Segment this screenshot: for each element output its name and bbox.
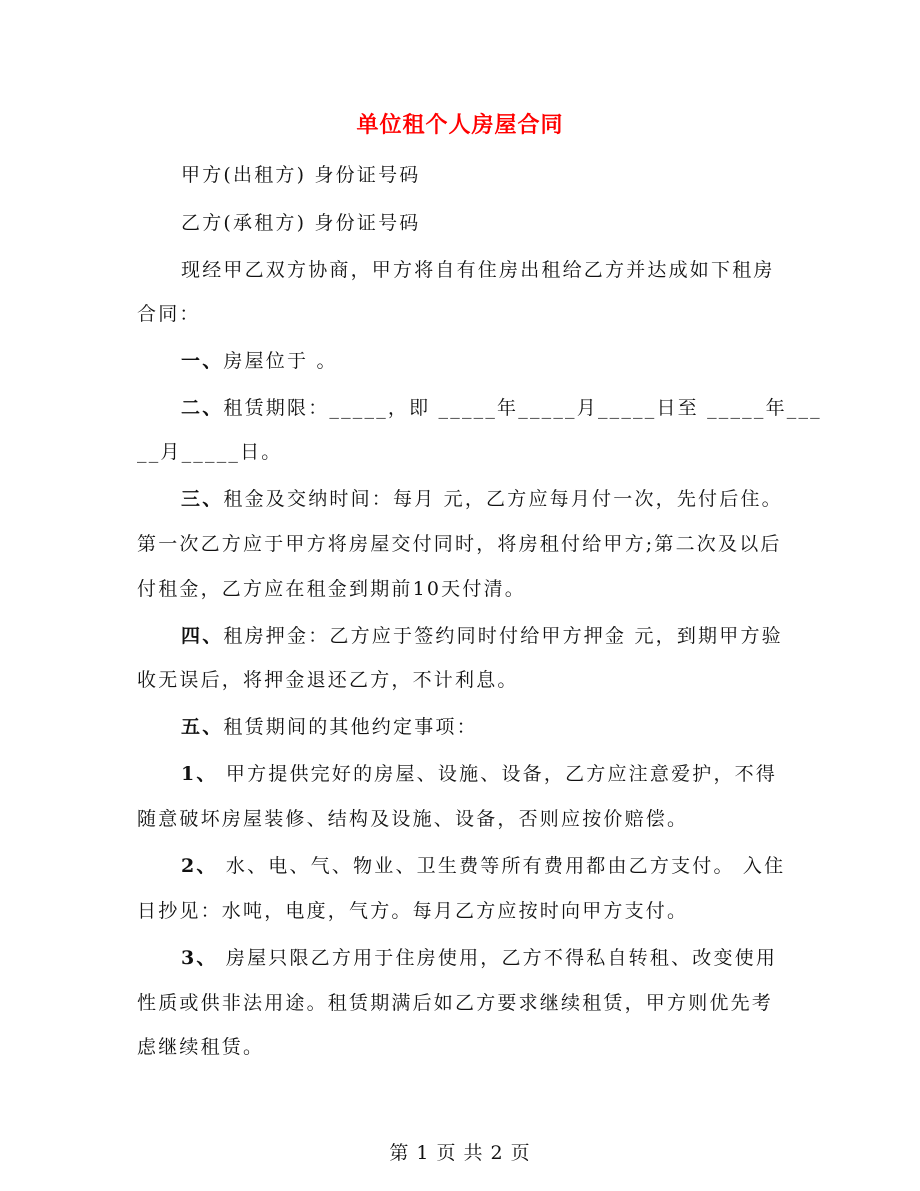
- item-3-line-2: 性质或供非法用途。租赁期满后如乙方要求继续租赁，甲方则优先考: [137, 992, 774, 1014]
- item-1-line-2: 随意破坏房屋装修、结构及设施、设备，否则应按价赔偿。: [137, 808, 689, 830]
- section-5: [181, 712, 841, 739]
- item-1-text: 甲方提供完好的房屋、设施、设备，乙方应注意爱护，不得: [217, 763, 778, 785]
- item-2-text: 水、电、气、物业、卫生费等所有费用都由乙方支付。 入住: [217, 855, 786, 877]
- section-2-line-1: [181, 393, 841, 420]
- document-title: 单位租个人房屋合同: [356, 112, 564, 138]
- section-2-text: 租赁期限：_____，即 _____年_____月_____日至 _____年___: [223, 397, 822, 419]
- item-1-number: 1、: [181, 763, 218, 785]
- section-1-text: 房屋位于 。: [223, 350, 338, 372]
- section-2-number: 二、: [181, 397, 224, 419]
- section-4-number: 四、: [181, 625, 224, 647]
- intro-line-1: 现经甲乙双方协商，甲方将自有住房出租给乙方并达成如下租房: [181, 259, 775, 281]
- item-2-line-1: [181, 851, 841, 878]
- item-1-line-1: [181, 759, 841, 786]
- intro-line-2: 合同：: [137, 303, 201, 325]
- section-3-line-2: 第一次乙方应于甲方将房屋交付同时，将房租付给甲方;第二次及以后: [137, 533, 782, 555]
- section-5-number: 五、: [181, 716, 224, 738]
- section-3-text: 租金及交纳时间：每月 元，乙方应每月付一次，先付后住。: [223, 488, 783, 510]
- section-4-line-1: [181, 621, 841, 648]
- section-1-number: 一、: [181, 350, 224, 372]
- section-3-number: 三、: [181, 488, 224, 510]
- party-a-line: 甲方(出租方) 身份证号码: [181, 164, 421, 186]
- section-2-line-2: __月_____日。: [137, 441, 283, 463]
- section-4-text: 租房押金：乙方应于签约同时付给甲方押金 元，到期甲方验: [223, 625, 783, 647]
- item-3-line-1: [181, 943, 841, 970]
- section-5-text: 租赁期间的其他约定事项：: [223, 716, 478, 738]
- section-4-line-2: 收无误后，将押金退还乙方，不计利息。: [137, 669, 519, 691]
- item-3-number: 3、: [181, 947, 218, 969]
- section-3-line-1: [181, 484, 841, 511]
- page-footer: 第 1 页 共 2 页: [389, 1142, 531, 1164]
- section-1: [181, 346, 841, 373]
- section-3-line-3: 付租金，乙方应在租金到期前10天付清。: [137, 578, 526, 600]
- item-2-number: 2、: [181, 855, 218, 877]
- item-3-line-3: 虑继续租赁。: [137, 1036, 265, 1058]
- party-b-line: 乙方(承租方) 身份证号码: [181, 212, 421, 234]
- item-2-line-2: 日抄见：水吨，电度，气方。每月乙方应按时向甲方支付。: [137, 900, 689, 922]
- item-3-text: 房屋只限乙方用于住房使用，乙方不得私自转租、改变使用: [217, 947, 778, 969]
